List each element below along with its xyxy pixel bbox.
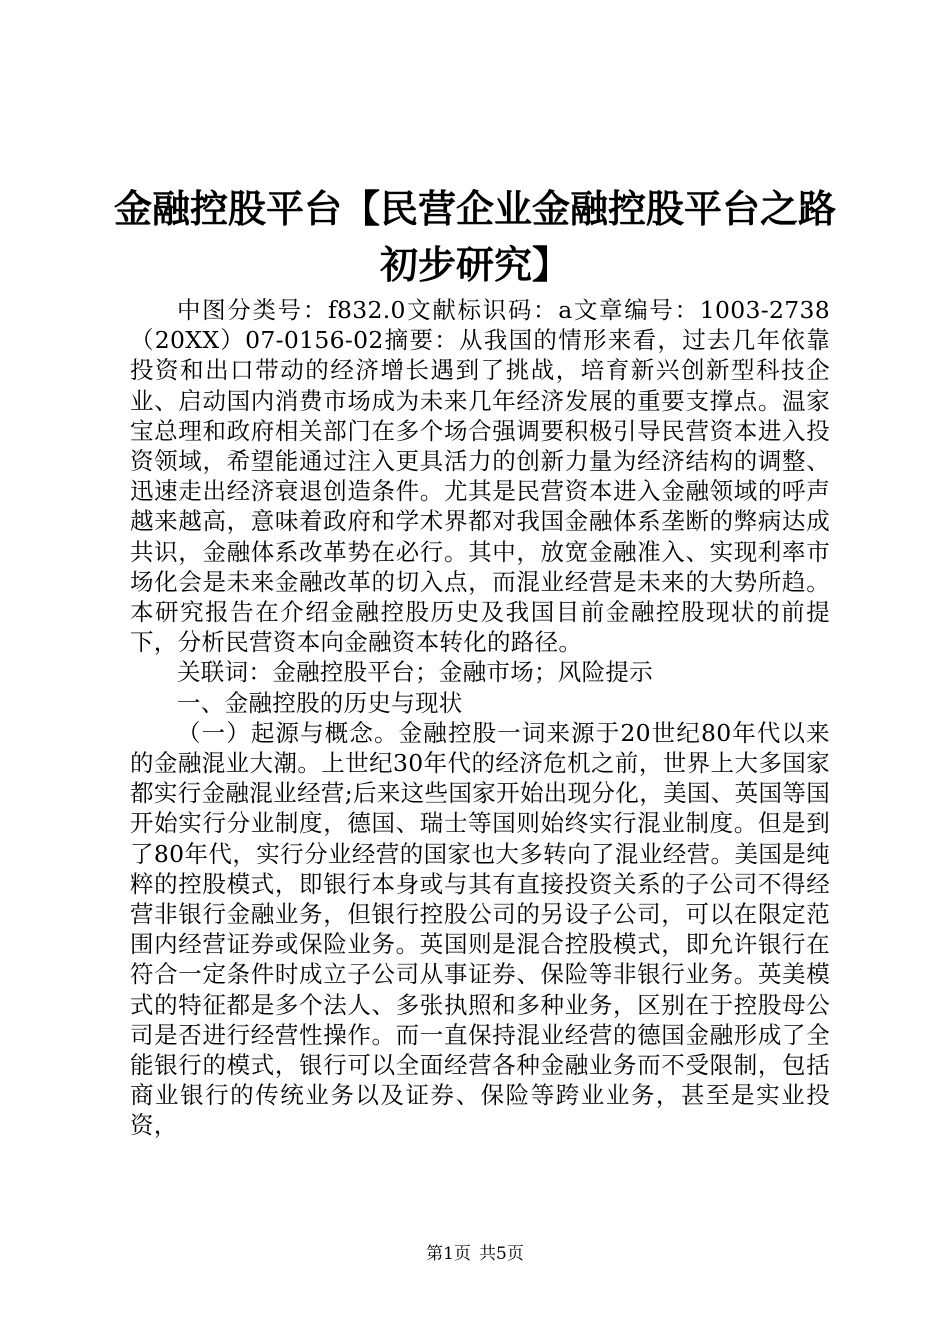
keywords-paragraph: 关联词：金融控股平台；金融市场；风险提示: [177, 658, 653, 687]
section-heading: 一、金融控股的历史与现状: [177, 688, 463, 717]
page-total: 共5页: [479, 1244, 524, 1264]
page-footer: [0, 1243, 950, 1265]
body-paragraph: （一）起源与概念。金融控股一词来源于20世纪80年代以来的金融混业大潮。上世纪30年代的经济危机之前，世界上大多国家都实行金融混业经营;后来这些国家开始出现分化，美国、英国等国开始实行分业制度，德国、瑞士等国则始终实行混业制度。但是到了80年代，实行分业经营的国家也大多转向了混业经营。美国是纯粹的控股模式，即银行本身或与其有直接投资关系的子公司不得经营非银行金融业务，但银行控股公司的另设子公司，可以在限定范围内经营证券或保险业务。英国则是混合控股模式，即允许银行在符合一定条件时成立子公司从事证券、保险等非银行业务。英美模式的特征都是多个法人、多张执照和多种业务，区别在于控股母公司是否进行经营性操作。而一直保持混业经营的德国金融形成了全能银行的模式，银行可以全面经营各种金融业务而不受限制，包括商业银行的传统业务以及证券、保险等跨业业务，甚至是实业投资，: [130, 718, 830, 1140]
page-number: 第1页: [426, 1244, 471, 1264]
abstract-paragraph: 中图分类号：f832.0文献标识码：a文章编号：1003-2738（20XX）07-0156-02摘要：从我国的情形来看，过去几年依靠投资和出口带动的经济增长遇到了挑战，培育新兴创新型科技企业、启动国内消费市场成为未来几年经济发展的重要支撑点。温家宝总理和政府相关部门在多个场合强调要积极引导民营资本进入投资领域，希望能通过注入更具活力的创新力量为经济结构的调整、迅速走出经济衰退创造条件。尤其是民营资本进入金融领域的呼声越来越高，意味着政府和学术界都对我国金融体系垄断的弊病达成共识，金融体系改革势在必行。其中，放宽金融准入、实现利率市场化会是未来金融改革的切入点，而混业经营是未来的大势所趋。本研究报告在介绍金融控股历史及我国目前金融控股现状的前提下，分析民营资本向金融资本转化的路径。: [130, 296, 830, 657]
document-body: [130, 295, 830, 1141]
document-title: 金融控股平台【民营企业金融控股平台之路初步研究】: [113, 186, 836, 287]
